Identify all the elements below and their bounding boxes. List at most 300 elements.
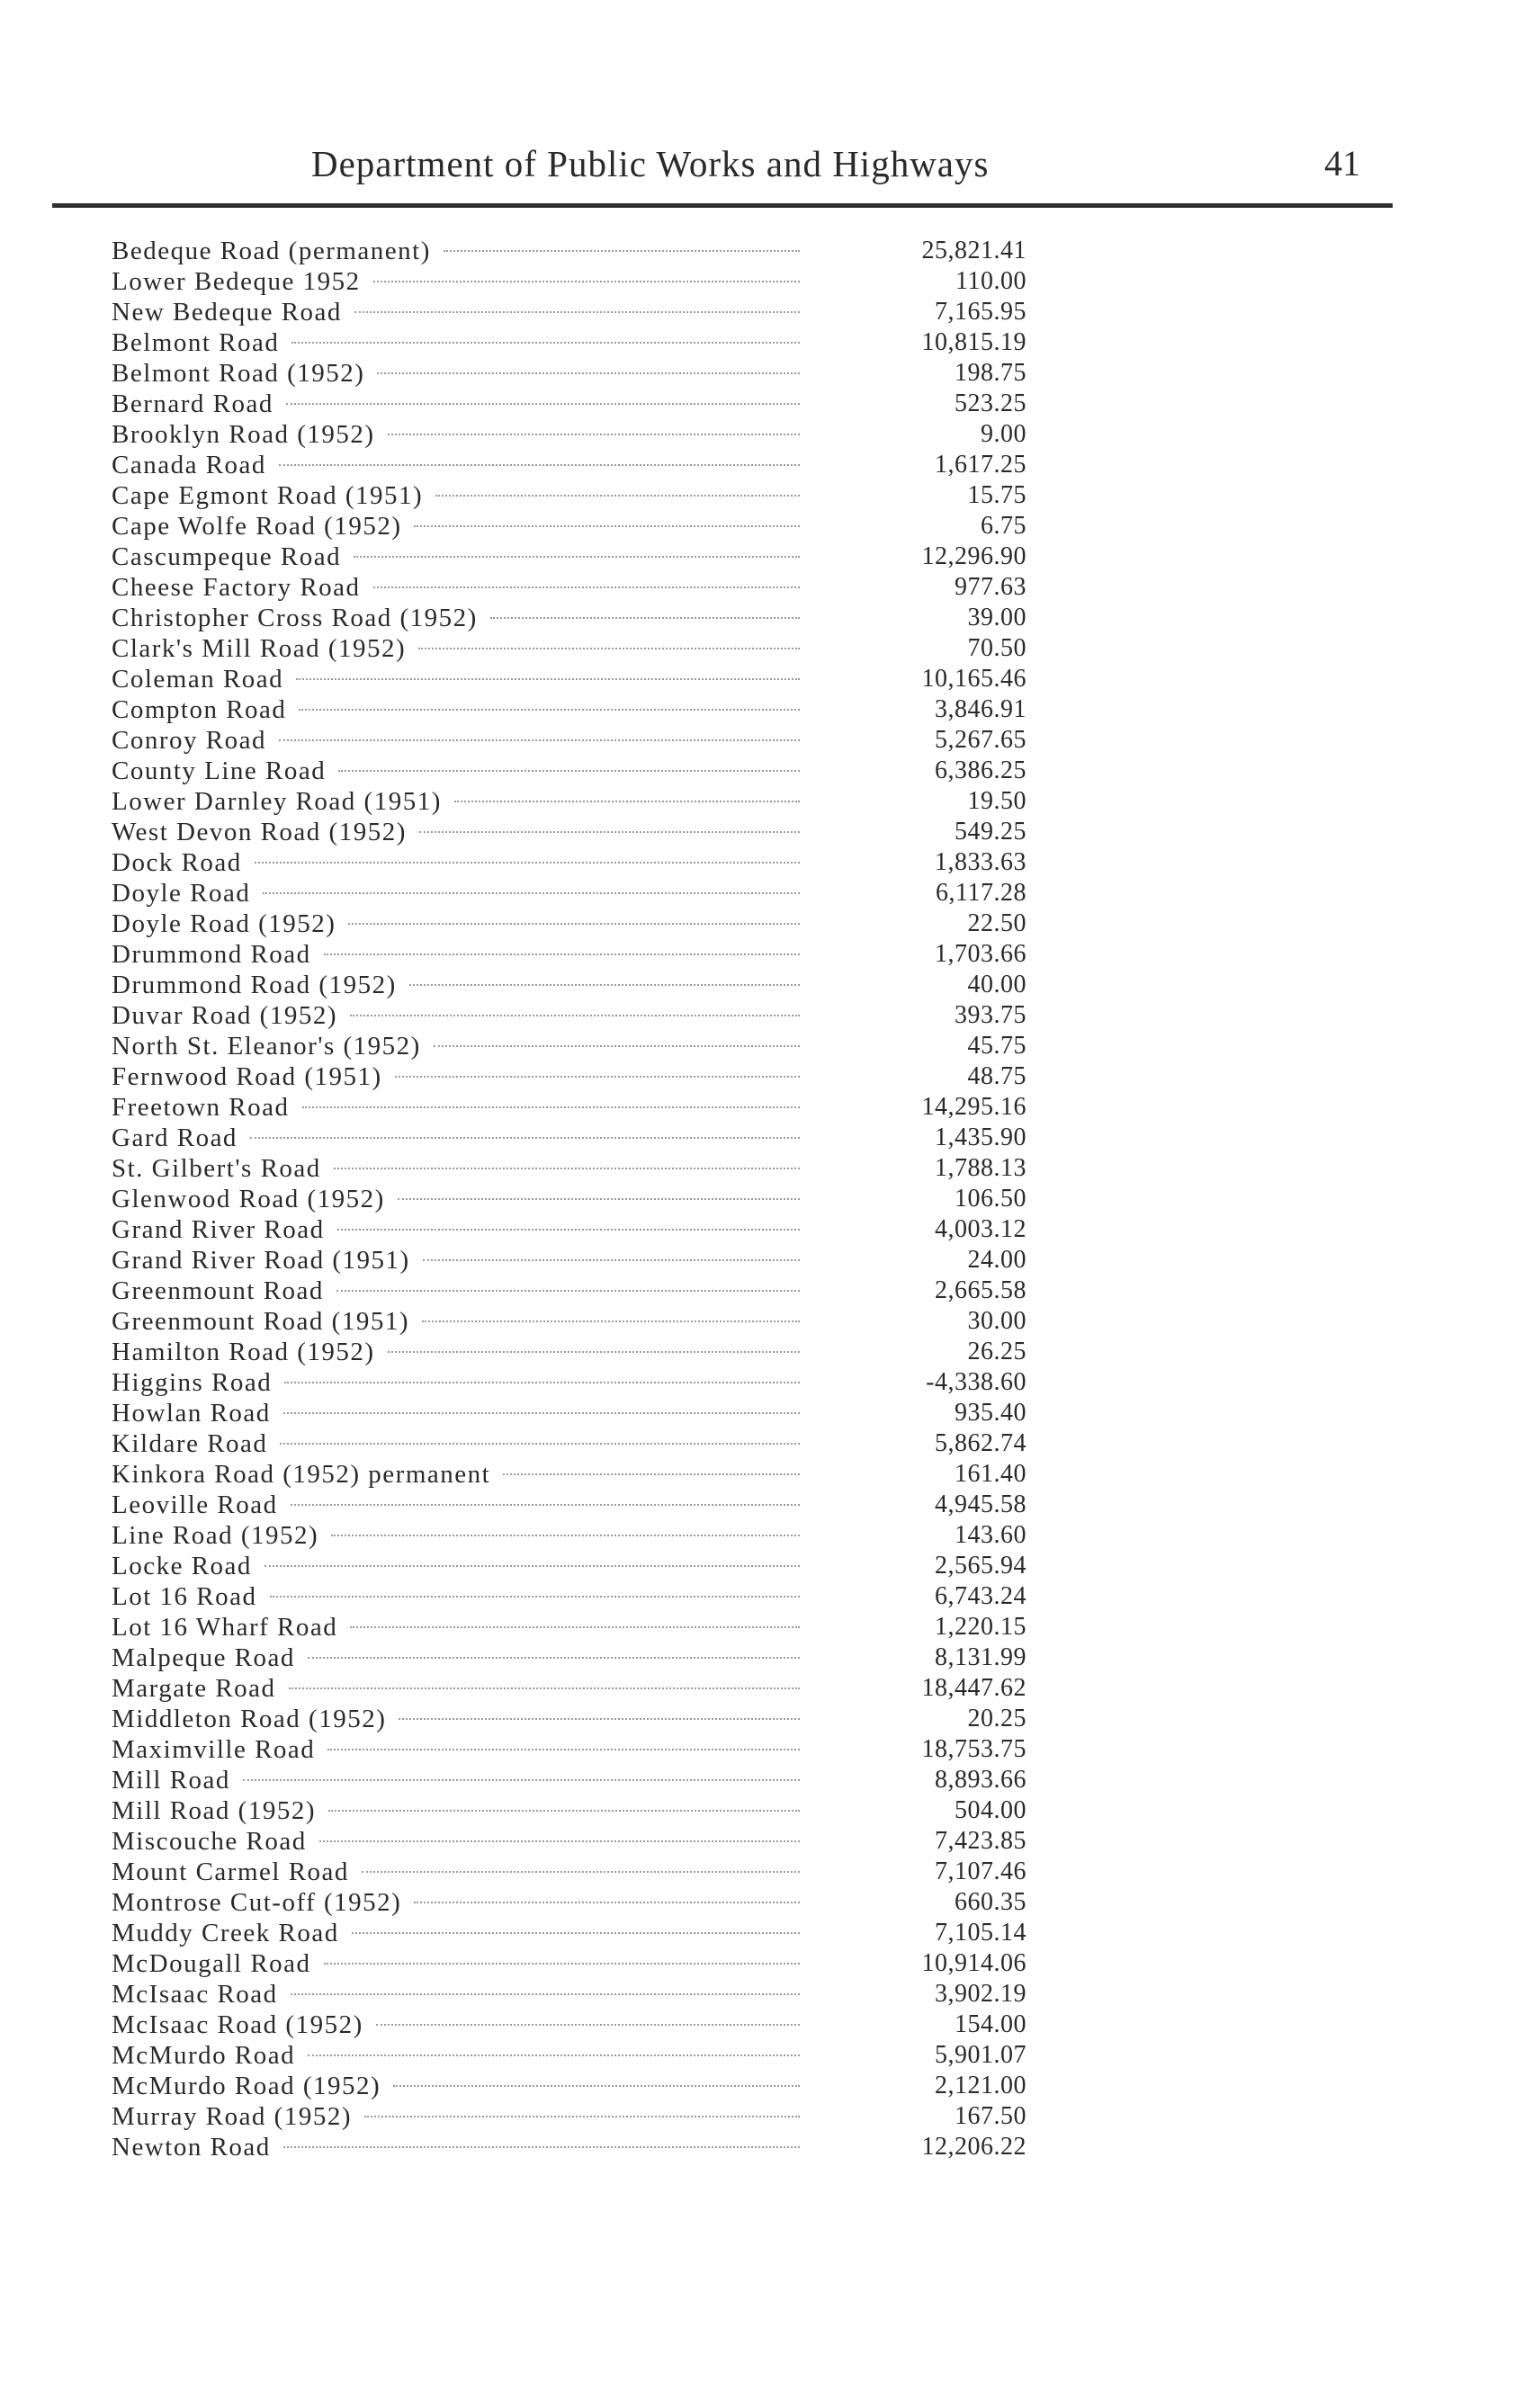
amount: 1,703.66 [935, 940, 1026, 968]
dot-leader [308, 2054, 800, 2056]
road-name: Maximville Road [112, 1735, 316, 1764]
table-row [112, 2101, 1026, 2132]
road-cell [112, 939, 800, 970]
table-row [112, 1123, 1026, 1153]
dot-leader [296, 678, 800, 680]
road-name: McIsaac Road [112, 1980, 278, 2009]
dot-leader [376, 2024, 800, 2026]
road-cell [112, 1673, 800, 1704]
road-cell [112, 1551, 800, 1581]
table-row [112, 480, 1026, 511]
road-name: McMurdo Road (1952) [112, 2072, 381, 2100]
dot-leader [331, 1535, 800, 1536]
road-cell [112, 847, 800, 878]
table-row [112, 664, 1026, 694]
table-row [112, 1337, 1026, 1367]
road-cell [112, 266, 800, 297]
road-name: Grand River Road (1951) [112, 1246, 410, 1275]
table-row [112, 939, 1026, 970]
table-row [112, 1795, 1026, 1826]
table-row [112, 1551, 1026, 1581]
dot-leader [399, 1718, 800, 1720]
road-cell [112, 1153, 800, 1184]
road-name: Belmont Road (1952) [112, 359, 365, 388]
dot-leader [454, 801, 800, 802]
road-cell [112, 297, 800, 327]
table-row [112, 1061, 1026, 1092]
amount: 70.50 [967, 634, 1026, 662]
road-name: County Line Road [112, 756, 327, 785]
table-row [112, 817, 1026, 847]
road-cell [112, 1031, 800, 1061]
amount: 22.50 [967, 909, 1026, 937]
table-row [112, 572, 1026, 603]
table-row [112, 1673, 1026, 1704]
road-name: Bernard Road [112, 389, 273, 418]
road-name: Hamilton Road (1952) [112, 1338, 375, 1366]
road-name: Greenmount Road [112, 1276, 324, 1305]
table-row [112, 297, 1026, 327]
road-name: Coleman Road [112, 665, 284, 694]
road-cell [112, 1918, 800, 1948]
amount: 15.75 [967, 481, 1026, 509]
amount: 6,386.25 [935, 756, 1026, 784]
road-name: Brooklyn Road (1952) [112, 420, 375, 449]
road-cell [112, 1000, 800, 1031]
dot-leader [270, 1596, 801, 1598]
road-name: Newton Road [112, 2133, 271, 2162]
table-row [112, 970, 1026, 1000]
table-row [112, 1643, 1026, 1673]
road-cell [112, 542, 800, 572]
amount: -4,338.60 [926, 1368, 1026, 1396]
road-name: Compton Road [112, 695, 287, 724]
road-name: Montrose Cut-off (1952) [112, 1888, 402, 1917]
dot-leader [435, 495, 800, 497]
table-row [112, 236, 1026, 266]
amount: 549.25 [955, 818, 1026, 846]
road-cell [112, 1581, 800, 1612]
amount: 2,665.58 [935, 1276, 1026, 1304]
amount: 24.00 [967, 1246, 1026, 1274]
road-name: Fernwood Road (1951) [112, 1062, 382, 1091]
dot-leader [283, 2146, 800, 2148]
dot-leader [279, 739, 800, 741]
table-row [112, 786, 1026, 817]
table-row [112, 450, 1026, 480]
dot-leader [289, 1687, 800, 1689]
table-row [112, 2010, 1026, 2040]
dot-leader [422, 1320, 800, 1322]
road-cell [112, 2132, 800, 2162]
road-name: Middleton Road (1952) [112, 1705, 387, 1733]
table-row [112, 2071, 1026, 2101]
amount: 4,003.12 [935, 1215, 1026, 1243]
table-row [112, 1918, 1026, 1948]
amount: 39.00 [967, 604, 1026, 631]
road-name: Dock Road [112, 848, 242, 877]
road-name: McDougall Road [112, 1949, 311, 1978]
amount: 8,131.99 [935, 1643, 1026, 1671]
amount: 7,105.14 [935, 1919, 1026, 1947]
table-row [112, 1581, 1026, 1612]
amount: 143.60 [955, 1521, 1026, 1549]
dot-leader [418, 648, 800, 649]
road-name: Lower Bedeque 1952 [112, 267, 361, 296]
dot-leader [286, 403, 800, 405]
dot-leader [398, 1198, 800, 1200]
road-name: Gard Road [112, 1123, 238, 1152]
amount: 19.50 [967, 787, 1026, 815]
amount: 3,902.19 [935, 1980, 1026, 2008]
amount: 110.00 [955, 267, 1026, 295]
road-name: New Bedeque Road [112, 298, 342, 327]
dot-leader [434, 1045, 800, 1047]
table-row [112, 694, 1026, 725]
road-cell [112, 1398, 800, 1428]
road-cell [112, 2101, 800, 2132]
page-title: Department of Public Works and Highways [311, 143, 990, 184]
road-name: Lot 16 Road [112, 1582, 257, 1611]
amount: 48.75 [967, 1062, 1026, 1090]
road-cell [112, 878, 800, 909]
table-row [112, 511, 1026, 542]
road-name: Howlan Road [112, 1399, 271, 1428]
dot-leader [373, 586, 800, 588]
dot-leader [388, 434, 800, 435]
road-name: Murray Road (1952) [112, 2102, 353, 2131]
amount: 2,121.00 [935, 2072, 1026, 2099]
table-row [112, 2040, 1026, 2071]
table-row [112, 358, 1026, 389]
road-name: Duvar Road (1952) [112, 1001, 338, 1030]
amount: 5,901.07 [935, 2041, 1026, 2069]
road-name: Cheese Factory Road [112, 573, 361, 602]
road-cell [112, 1337, 800, 1367]
dot-leader [337, 1229, 800, 1231]
amount: 40.00 [967, 971, 1026, 998]
road-cell [112, 327, 800, 358]
table-row [112, 1826, 1026, 1857]
amount: 6.75 [981, 512, 1026, 540]
dot-leader [336, 1290, 800, 1292]
amount: 161.40 [955, 1460, 1026, 1488]
road-name: McMurdo Road [112, 2041, 296, 2070]
road-name: Higgins Road [112, 1368, 273, 1397]
dot-leader [354, 556, 800, 558]
dot-leader [364, 2116, 800, 2117]
road-cell [112, 1734, 800, 1765]
dot-leader [324, 953, 800, 955]
table-row [112, 1520, 1026, 1551]
road-name: Muddy Creek Road [112, 1919, 339, 1947]
road-name: St. Gilbert's Road [112, 1154, 321, 1183]
dot-leader [291, 342, 800, 344]
amount: 1,788.13 [935, 1154, 1026, 1182]
table-row [112, 1398, 1026, 1428]
table-row [112, 756, 1026, 786]
table-row [112, 1245, 1026, 1276]
road-name: Clark's Mill Road (1952) [112, 634, 407, 663]
dot-leader [319, 1840, 800, 1842]
road-cell [112, 450, 800, 480]
table-row [112, 542, 1026, 572]
road-name: North St. Eleanor's (1952) [112, 1032, 421, 1061]
road-cell [112, 1428, 800, 1459]
dot-leader [373, 281, 800, 282]
road-cell [112, 1612, 800, 1643]
road-name: Line Road (1952) [112, 1521, 319, 1550]
table-row [112, 1490, 1026, 1520]
road-cell [112, 1795, 800, 1826]
road-name: Cape Wolfe Road (1952) [112, 512, 402, 541]
dot-leader [299, 709, 800, 711]
road-name: Drummond Road [112, 940, 311, 969]
table-row [112, 389, 1026, 419]
road-cell [112, 694, 800, 725]
dot-leader [255, 862, 800, 864]
road-cell [112, 1245, 800, 1276]
road-cell [112, 1520, 800, 1551]
amount: 523.25 [955, 389, 1026, 417]
road-cell [112, 1214, 800, 1245]
amount: 10,815.19 [921, 328, 1026, 356]
dot-leader [419, 831, 800, 833]
table-row [112, 1184, 1026, 1214]
dot-leader [409, 984, 800, 986]
road-cell [112, 2040, 800, 2071]
road-name: Lot 16 Wharf Road [112, 1613, 338, 1642]
table-row [112, 878, 1026, 909]
table-row [112, 1276, 1026, 1306]
road-cell [112, 664, 800, 694]
road-cell [112, 909, 800, 939]
dot-leader [284, 1382, 800, 1383]
expenditure-table [112, 236, 1026, 2162]
road-cell [112, 756, 800, 786]
amount: 977.63 [955, 573, 1026, 601]
amount: 12,206.22 [921, 2133, 1026, 2161]
table-row [112, 1734, 1026, 1765]
road-cell [112, 1184, 800, 1214]
amount: 3,846.91 [935, 695, 1026, 723]
dot-leader [324, 1963, 800, 1965]
road-cell [112, 572, 800, 603]
road-cell [112, 1092, 800, 1123]
amount: 7,165.95 [935, 298, 1026, 326]
road-cell [112, 970, 800, 1000]
table-row [112, 1153, 1026, 1184]
road-cell [112, 1826, 800, 1857]
amount: 6,743.24 [935, 1582, 1026, 1610]
table-row [112, 419, 1026, 450]
table-row [112, 1214, 1026, 1245]
road-name: Belmont Road [112, 328, 280, 357]
dot-leader [354, 311, 800, 313]
road-cell [112, 817, 800, 847]
road-name: Christopher Cross Road (1952) [112, 604, 478, 632]
road-name: McIsaac Road (1952) [112, 2010, 363, 2039]
road-cell [112, 2010, 800, 2040]
amount: 154.00 [955, 2010, 1026, 2038]
road-name: West Devon Road (1952) [112, 818, 407, 846]
dot-leader [327, 1749, 800, 1750]
amount: 26.25 [967, 1338, 1026, 1365]
road-name: Freetown Road [112, 1093, 290, 1122]
road-cell [112, 603, 800, 633]
amount: 18,753.75 [921, 1735, 1026, 1763]
table-row [112, 847, 1026, 878]
dot-leader [348, 923, 800, 925]
road-cell [112, 1887, 800, 1918]
amount: 393.75 [955, 1001, 1026, 1029]
amount: 9.00 [981, 420, 1026, 448]
dot-leader [350, 1626, 800, 1628]
dot-leader [444, 250, 800, 252]
dot-leader [279, 464, 800, 466]
dot-leader [334, 1168, 800, 1169]
road-cell [112, 1948, 800, 1979]
dot-leader [328, 1810, 800, 1812]
dot-leader [423, 1259, 800, 1261]
road-name: Glenwood Road (1952) [112, 1185, 385, 1213]
amount: 10,914.06 [921, 1949, 1026, 1977]
amount: 2,565.94 [935, 1552, 1026, 1580]
road-cell [112, 1123, 800, 1153]
dot-leader [393, 2085, 800, 2087]
road-name: Mill Road (1952) [112, 1796, 316, 1825]
road-cell [112, 1306, 800, 1337]
amount: 25,821.41 [921, 237, 1026, 264]
dot-leader [503, 1473, 800, 1475]
road-name: Malpeque Road [112, 1643, 295, 1672]
road-name: Lower Darnley Road (1951) [112, 787, 442, 816]
dot-leader [250, 1137, 800, 1139]
amount: 8,893.66 [935, 1766, 1026, 1794]
amount: 504.00 [955, 1796, 1026, 1824]
table-row [112, 603, 1026, 633]
road-cell [112, 1857, 800, 1887]
table-row [112, 1979, 1026, 2010]
dot-leader [308, 1657, 800, 1659]
amount: 12,296.90 [921, 542, 1026, 570]
dot-leader [302, 1106, 801, 1108]
road-cell [112, 511, 800, 542]
road-name: Doyle Road (1952) [112, 909, 336, 938]
road-cell [112, 419, 800, 450]
road-cell [112, 633, 800, 664]
header-divider [52, 203, 1393, 208]
road-name: Cape Egmont Road (1951) [112, 481, 424, 510]
road-cell [112, 1459, 800, 1490]
road-name: Conroy Road [112, 726, 266, 755]
road-name: Mill Road [112, 1766, 230, 1795]
amount: 20.25 [967, 1705, 1026, 1732]
amount: 167.50 [955, 2102, 1026, 2130]
road-cell [112, 358, 800, 389]
table-row [112, 1306, 1026, 1337]
road-name: Cascumpeque Road [112, 542, 342, 571]
amount: 106.50 [955, 1185, 1026, 1213]
amount: 935.40 [955, 1399, 1026, 1427]
road-name: Leoville Road [112, 1490, 278, 1519]
road-name: Locke Road [112, 1552, 252, 1580]
dot-leader [362, 1871, 800, 1873]
amount: 198.75 [955, 359, 1026, 387]
road-cell [112, 1704, 800, 1734]
road-cell [112, 786, 800, 817]
amount: 1,435.90 [935, 1123, 1026, 1151]
amount: 7,423.85 [935, 1827, 1026, 1855]
road-name: Margate Road [112, 1674, 276, 1703]
page-number: 41 [1324, 143, 1360, 184]
dot-leader [291, 1504, 800, 1506]
road-name: Greenmount Road (1951) [112, 1307, 409, 1336]
road-name: Mount Carmel Road [112, 1857, 349, 1886]
amount: 4,945.58 [935, 1490, 1026, 1518]
road-name: Bedeque Road (permanent) [112, 237, 431, 265]
table-row [112, 909, 1026, 939]
dot-leader [388, 1351, 800, 1353]
road-name: Grand River Road [112, 1215, 325, 1244]
table-row [112, 266, 1026, 297]
dot-leader [414, 1902, 800, 1903]
dot-leader [264, 1565, 800, 1567]
road-cell [112, 1643, 800, 1673]
road-name: Miscouche Road [112, 1827, 307, 1856]
table-row [112, 1367, 1026, 1398]
road-name: Kinkora Road (1952) permanent [112, 1460, 491, 1489]
amount: 30.00 [967, 1307, 1026, 1335]
road-cell [112, 2071, 800, 2101]
dot-leader [414, 525, 800, 527]
table-row [112, 1428, 1026, 1459]
road-cell [112, 1765, 800, 1795]
table-row [112, 1031, 1026, 1061]
dot-leader [283, 1412, 800, 1414]
road-name: Doyle Road [112, 879, 251, 908]
dot-leader [338, 770, 800, 772]
road-cell [112, 480, 800, 511]
table-row [112, 1000, 1026, 1031]
table-row [112, 1704, 1026, 1734]
dot-leader [291, 1993, 800, 1995]
table-row [112, 1887, 1026, 1918]
dot-leader [352, 1932, 800, 1934]
table-row [112, 1612, 1026, 1643]
table-row [112, 1857, 1026, 1887]
table-row [112, 633, 1026, 664]
table-row [112, 1459, 1026, 1490]
road-cell [112, 1367, 800, 1398]
road-cell [112, 236, 800, 266]
amount: 14,295.16 [921, 1093, 1026, 1121]
road-cell [112, 389, 800, 419]
dot-leader [395, 1076, 800, 1078]
amount: 6,117.28 [936, 879, 1026, 907]
amount: 7,107.46 [935, 1857, 1026, 1885]
road-name: Canada Road [112, 451, 266, 479]
amount: 1,220.15 [935, 1613, 1026, 1641]
amount: 1,617.25 [935, 451, 1026, 479]
table-row [112, 1948, 1026, 1979]
amount: 10,165.46 [921, 665, 1026, 693]
amount: 5,267.65 [935, 726, 1026, 754]
dot-leader [263, 892, 800, 894]
amount: 45.75 [967, 1032, 1026, 1060]
road-cell [112, 725, 800, 756]
amount: 18,447.62 [921, 1674, 1026, 1702]
